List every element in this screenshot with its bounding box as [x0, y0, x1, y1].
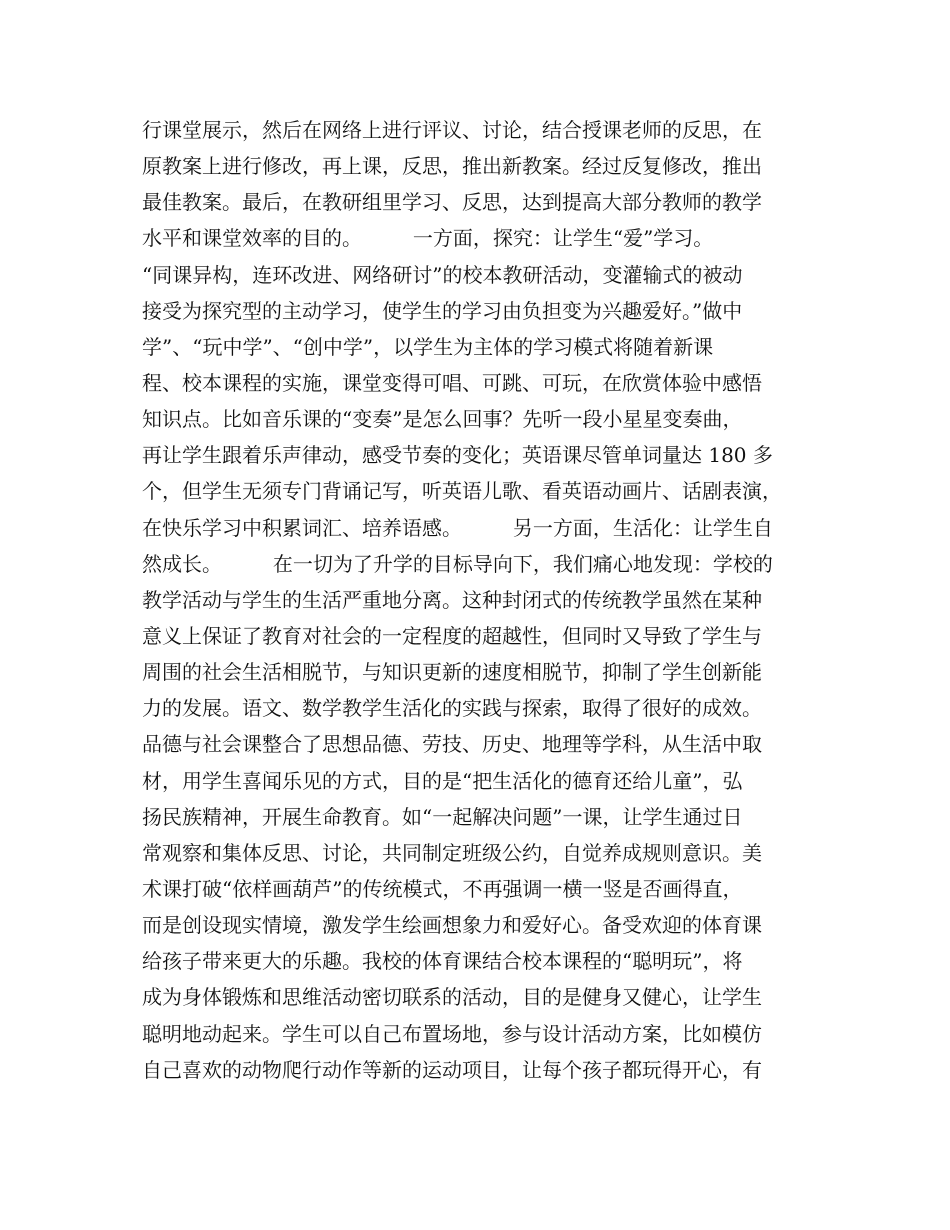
- text-line: 教学活动与学生的生活严重地分离。这种封闭式的传统教学虽然在某种: [142, 587, 762, 612]
- text-line: 成为身体锻炼和思维活动密切联系的活动，目的是健身又健心，让学生: [142, 985, 762, 1010]
- text-line: 原教案上进行修改，再上课，反思，推出新教案。经过反复修改，推出: [142, 154, 762, 179]
- text-line: 常观察和集体反思、讨论，共同制定班级公约，自觉养成规则意识。美: [142, 840, 762, 865]
- text-line: 知识点。比如音乐课的“变奏”是怎么回事？先听一段小星星变奏曲，: [142, 407, 743, 432]
- text-line: “同课异构，连环改进、网络研讨”的校本教研活动，变灌输式的被动: [142, 262, 743, 287]
- body-text: [142, 112, 832, 1088]
- text-line: 程、校本课程的实施，课堂变得可唱、可跳、可玩，在欣赏体验中感悟: [142, 370, 762, 395]
- text-line: 接受为探究型的主动学习，使学生的学习由负担变为兴趣爱好。”做中: [142, 298, 743, 323]
- text-line: 给孩子带来更大的乐趣。我校的体育课结合校本课程的“聪明玩”，将: [142, 949, 743, 974]
- text-line: 行课堂展示，然后在网络上进行评议、讨论，结合授课老师的反思，在: [142, 118, 762, 142]
- text-line: 再让学生跟着乐声律动，感受节奏的变化；英语课尽管单词量达 180 多: [142, 443, 773, 468]
- text-line: 品德与社会课整合了思想品德、劳技、历史、地理等学科，从生活中取: [142, 732, 762, 757]
- text-line: 在快乐学习中积累词汇、培养语感。 另一方面，生活化：让学生自: [142, 515, 773, 540]
- text-line: 自己喜欢的动物爬行动作等新的运动项目，让每个孩子都玩得开心，有: [142, 1057, 762, 1082]
- text-line: 水平和课堂效率的目的。 一方面，探究：让学生“爱”学习。: [142, 226, 714, 251]
- text-line: 扬民族精神，开展生命教育。如“一起解决问题”一课，让学生通过日: [142, 804, 743, 829]
- text-line: 而是创设现实情境，激发学生绘画想象力和爱好心。备受欢迎的体育课: [142, 913, 762, 938]
- text-line: 个，但学生无须专门背诵记写，听英语儿歌、看英语动画片、话剧表演，: [142, 479, 782, 504]
- text-line: 最佳教案。最后，在教研组里学习、反思，达到提高大部分教师的教学: [142, 190, 762, 215]
- text-line: 力的发展。语文、数学教学生活化的实践与探索，取得了很好的成效。: [142, 696, 762, 721]
- text-line: 聪明地动起来。学生可以自己布置场地，参与设计活动方案，比如模仿: [142, 1021, 762, 1046]
- text-line: 然成长。 在一切为了升学的目标导向下，我们痛心地发现：学校的: [142, 551, 773, 576]
- text-line: 意义上保证了教育对社会的一定程度的超越性，但同时又导致了学生与: [142, 623, 762, 648]
- text-line: 材，用学生喜闻乐见的方式，目的是“把生活化的德育还给儿童”，弘: [142, 768, 743, 793]
- text-line: 学”、“玩中学”、“创中学”，以学生为主体的学习模式将随着新课: [142, 334, 714, 359]
- text-line: 周围的社会生活相脱节，与知识更新的速度相脱节，抑制了学生创新能: [142, 660, 762, 685]
- text-line: 术课打破“依样画葫芦”的传统模式，不再强调一横一竖是否画得直，: [142, 876, 743, 901]
